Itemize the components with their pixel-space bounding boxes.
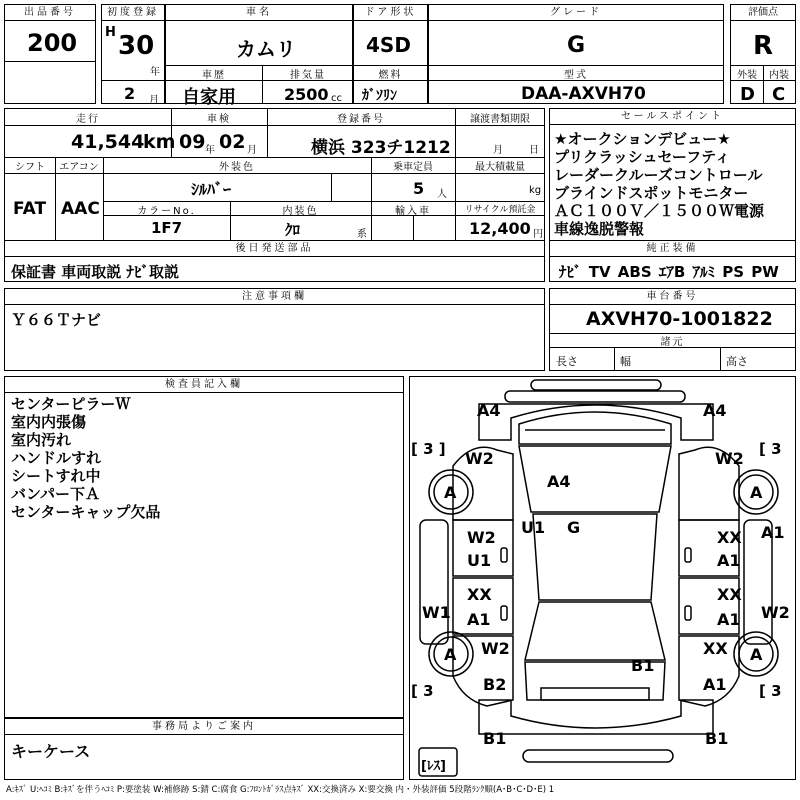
load-unit: kg bbox=[529, 185, 542, 196]
equipment-label: 純正装備 bbox=[550, 241, 795, 257]
exterior-color: ｼﾙﾊﾞｰ bbox=[191, 180, 232, 199]
capacity-label: 乗車定員 bbox=[393, 162, 433, 173]
mileage: 41,544 bbox=[71, 131, 145, 153]
tread-depth-rear-left: [ 3 bbox=[411, 682, 434, 700]
displacement: 2500 bbox=[284, 85, 329, 104]
damage-mark: B1 bbox=[705, 729, 729, 748]
inspector-note: センターキャップ欠品 bbox=[11, 503, 161, 521]
lot-box bbox=[4, 4, 96, 104]
notes: Ｙ６６Ｔナビ bbox=[11, 311, 102, 329]
interior-color: ｸﾛ bbox=[285, 221, 301, 239]
damage-mark: W1 bbox=[422, 603, 451, 622]
mileage-unit: km bbox=[143, 131, 176, 153]
later-parts-label: 後日発送部品 bbox=[5, 241, 544, 257]
sales-point: ＡＣ１００Ｖ／１５００Ｗ電源 bbox=[554, 202, 765, 220]
interior-color-unit: 系 bbox=[357, 229, 367, 240]
damage-mark: B1 bbox=[483, 729, 507, 748]
car-history: 自家用 bbox=[182, 87, 236, 108]
model-code: DAA-AXVH70 bbox=[521, 84, 646, 104]
inspector-note: 室内汚れ bbox=[11, 431, 72, 449]
grade: G bbox=[567, 33, 586, 58]
color-no-label: カラーNo. bbox=[137, 206, 196, 217]
inspection-year: 09 bbox=[179, 131, 206, 153]
era: H bbox=[105, 25, 116, 40]
damage-mark: XX bbox=[717, 585, 742, 604]
inspector-note: シートすれ中 bbox=[11, 467, 101, 485]
plate-number: 横浜 323チ1212 bbox=[311, 138, 451, 158]
inspector-box bbox=[4, 376, 404, 718]
damage-mark: U1 bbox=[467, 551, 492, 570]
damage-mark: A4 bbox=[477, 401, 501, 420]
inspection-label: 車検 bbox=[207, 114, 231, 125]
spare-tire: [ﾚｽ] bbox=[421, 759, 446, 774]
later-parts: 保証書 車両取説 ﾅﾋﾞ取説 bbox=[11, 263, 179, 281]
interior-label: 内装 bbox=[769, 70, 789, 81]
car-name-box bbox=[165, 4, 353, 108]
reg-month-unit: 月 bbox=[149, 95, 159, 106]
damage-mark: A1 bbox=[703, 675, 727, 694]
color-number: 1F7 bbox=[151, 219, 183, 237]
damage-mark: W2 bbox=[481, 639, 510, 658]
damage-mark: W2 bbox=[467, 528, 496, 547]
damage-mark: A1 bbox=[717, 610, 741, 629]
chassis-box bbox=[549, 288, 796, 371]
equipment: ﾅﾋﾞ TV ABS ｴｱB ｱﾙﾐ PS PW bbox=[559, 263, 779, 281]
ac-label: エアコン bbox=[59, 162, 99, 173]
interior-score: C bbox=[772, 84, 786, 105]
width-label: 幅 bbox=[620, 355, 631, 368]
office-label: 事務局よりご案内 bbox=[5, 719, 403, 735]
damage-mark: G bbox=[567, 518, 581, 537]
inspector-note: 室内内張傷 bbox=[11, 413, 87, 431]
recycle-deposit: 12,400 bbox=[469, 219, 531, 238]
recycle-label: リサイクル預託金 bbox=[464, 205, 536, 215]
sales-point: プリクラッシュセーフティ bbox=[554, 148, 730, 166]
damage-mark: XX bbox=[467, 585, 492, 604]
equipment-box bbox=[549, 240, 796, 282]
inspector-note: センターピラーＷ bbox=[11, 395, 131, 413]
inspection-month-unit: 月 bbox=[247, 145, 257, 156]
interior-color-label: 内装色 bbox=[282, 206, 319, 217]
air-conditioner: AAC bbox=[61, 199, 100, 219]
doors-label: ドア形状 bbox=[354, 5, 427, 21]
first-registration-box bbox=[101, 4, 165, 104]
damage-mark: B2 bbox=[483, 675, 507, 694]
car-diagram-box bbox=[409, 376, 796, 780]
history-label: 車歴 bbox=[202, 70, 226, 81]
tread-depth-front-right: [ 3 bbox=[759, 440, 782, 458]
door-type: 4SD bbox=[366, 33, 411, 57]
damage-mark: A1 bbox=[717, 551, 741, 570]
capacity: 5 bbox=[413, 179, 425, 198]
exterior-score: D bbox=[740, 84, 755, 105]
capacity-unit: 人 bbox=[437, 189, 447, 200]
inspection-year-unit: 年 bbox=[205, 145, 215, 156]
transfer-label: 譲渡書類期限 bbox=[470, 114, 530, 125]
inspector-note: ハンドルすれ bbox=[11, 449, 102, 467]
tread-depth-front-left: [ 3 ] bbox=[411, 440, 446, 458]
grade-label: グレード bbox=[429, 5, 723, 21]
damage-mark: A bbox=[444, 645, 457, 664]
lot-label: 出品番号 bbox=[5, 5, 95, 21]
import-label: 輸入車 bbox=[395, 206, 431, 217]
score-box bbox=[730, 4, 796, 104]
reg-year: 30 bbox=[118, 31, 155, 61]
chassis-label: 車台番号 bbox=[550, 289, 795, 305]
sales-points-label: セールスポイント bbox=[550, 109, 795, 125]
sales-point: ブラインドスポットモニター bbox=[554, 184, 749, 202]
color-label: 外装色 bbox=[219, 162, 255, 173]
office-box bbox=[4, 718, 404, 780]
damage-mark: A1 bbox=[761, 523, 785, 542]
legend: A:ｷｽﾞ U:ﾍｺﾐ B:ｷｽﾞを伴うﾍｺﾐ P:要塗装 W:補修跡 S:錆 C:腐食 G:ﾌﾛﾝﾄｶﾞﾗｽ点ｷｽﾞ XX:交換済み X:要交換 内・外装評価 5段階ﾗﾝｸ順(A･B･C･D･E) 1 bbox=[6, 785, 555, 795]
reg-month: 2 bbox=[124, 84, 136, 103]
damage-mark: XX bbox=[703, 639, 728, 658]
mileage-label: 走行 bbox=[76, 114, 100, 125]
reg-year-unit: 年 bbox=[150, 67, 160, 78]
shift-label: シフト bbox=[15, 162, 45, 173]
exterior-label: 外装 bbox=[737, 70, 757, 81]
damage-mark: A4 bbox=[703, 401, 727, 420]
damage-mark: A1 bbox=[467, 610, 491, 629]
name-label: 車名 bbox=[166, 5, 352, 21]
car-diagram bbox=[410, 377, 795, 779]
shift: FAT bbox=[13, 199, 47, 219]
damage-mark: A bbox=[750, 645, 763, 664]
inspector-label: 検査員記入欄 bbox=[5, 377, 403, 393]
sales-points-box bbox=[549, 108, 796, 241]
specs-box bbox=[4, 108, 545, 241]
damage-mark: A4 bbox=[547, 472, 571, 491]
doors-box bbox=[353, 4, 428, 104]
dims-label: 諸元 bbox=[660, 337, 685, 348]
lot-number: 200 bbox=[27, 29, 78, 57]
damage-mark: A bbox=[750, 483, 763, 502]
displacement-unit: cc bbox=[331, 93, 342, 104]
car-name: カムリ bbox=[236, 37, 296, 61]
sales-point: ★オークションデビュー★ bbox=[554, 130, 731, 148]
transfer-day-unit: 日 bbox=[529, 145, 539, 156]
later-parts-box bbox=[4, 240, 545, 282]
damage-mark: W2 bbox=[715, 449, 744, 468]
notes-label: 注意事項欄 bbox=[5, 289, 544, 305]
tread-depth-rear-right: [ 3 bbox=[759, 682, 782, 700]
damage-mark: W2 bbox=[761, 603, 790, 622]
length-label: 長さ bbox=[556, 355, 578, 368]
office-note: キーケース bbox=[11, 742, 91, 761]
chassis-number: AXVH70-1001822 bbox=[586, 308, 773, 330]
overall-score: R bbox=[753, 31, 774, 61]
fuel-type: ｶﾞｿﾘﾝ bbox=[362, 88, 397, 104]
height-label: 高さ bbox=[726, 355, 748, 368]
damage-mark: B1 bbox=[631, 656, 655, 675]
inspection-month: 02 bbox=[219, 131, 246, 153]
sales-point: 車線逸脱警報 bbox=[554, 220, 645, 238]
displacement-label: 排気量 bbox=[290, 70, 326, 81]
inspector-note: バンパー下Ａ bbox=[11, 485, 100, 503]
damage-mark: U1 bbox=[521, 518, 546, 537]
score-label: 評価点 bbox=[731, 5, 795, 21]
transfer-month-unit: 月 bbox=[493, 145, 503, 156]
plate-label: 登録番号 bbox=[337, 114, 385, 125]
fuel-label: 燃料 bbox=[378, 70, 403, 81]
grade-box bbox=[428, 4, 724, 104]
damage-mark: A bbox=[444, 483, 457, 502]
damage-mark: W2 bbox=[465, 449, 494, 468]
sales-point: レーダークルーズコントロール bbox=[554, 166, 763, 184]
recycle-unit: 円 bbox=[533, 229, 543, 240]
model-label: 型式 bbox=[564, 70, 588, 81]
notes-box bbox=[4, 288, 545, 371]
first-reg-label: 初度登録 bbox=[102, 5, 164, 21]
damage-mark: XX bbox=[717, 528, 742, 547]
load-label: 最大積載量 bbox=[475, 162, 525, 173]
